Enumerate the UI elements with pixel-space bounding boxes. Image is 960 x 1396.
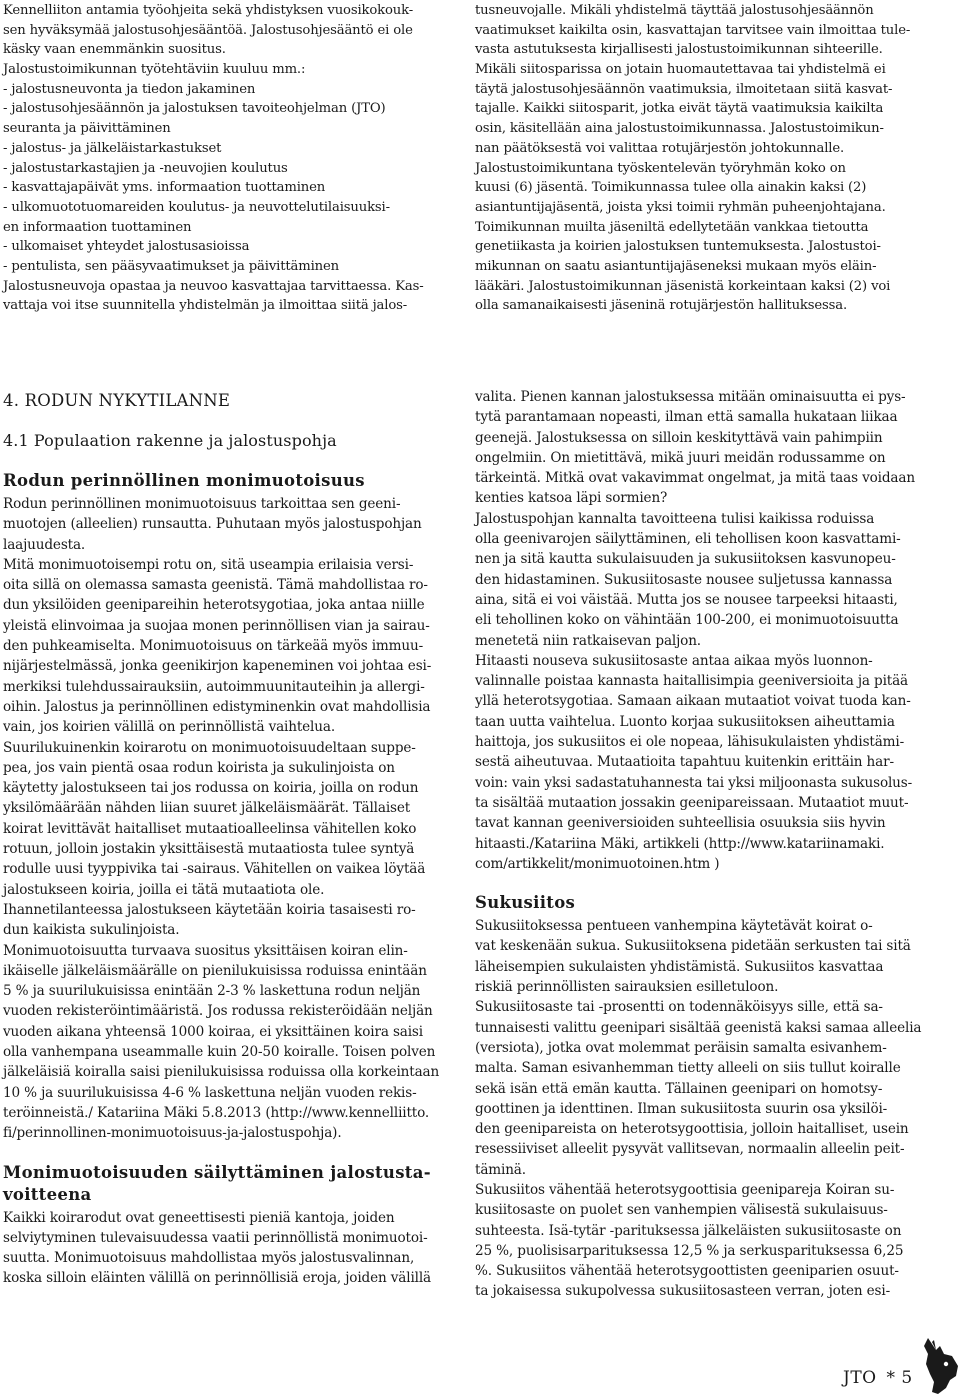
text-line: mikunnan on saatu asiantuntijajäseneksi mukaan myös eläin- [475,258,877,274]
text-line: nen ja sitä kautta sukulaisuuden ja sukusiitoksen kasvunopeu- [475,551,896,568]
text-line: - jalostustarkastajien ja -neuvojien koulutus [3,160,288,176]
footer-star: * [886,1368,896,1388]
text-line: %. Sukusiitos vähentää heterotsygoottisten geeniparien osuut- [475,1263,899,1280]
text-line: muotojen (alleelien) runsautta. Puhutaan myös jalostuspohjan [3,516,422,533]
text-line: tusneuvojalle. Mikäli yhdistelmä täyttää jalostusohjesäännön [475,3,874,18]
text-line: merkiksi tulehdussairauksiin, autoimmuunitauteihin ja allergi- [3,678,425,695]
text-line: rotuun, jolloin jostakin yksittäisestä mutaatiosta tulee syntyä [3,841,415,858]
text-line: eli tehollinen koko on vähintään 100-200, ei monimuotoisuutta [475,612,899,629]
inbreeding-body [475,916,920,1302]
text-line: Jalostuspohjan kannalta tavoitteena tulisi kaikissa roduissa [475,510,875,527]
text-line: jalostukseen koiria, joilla ei tätä mutaatiota ole. [3,881,325,898]
text-line: suhteesta. Isä-tytär -parituksessa jälkeläisten sukusiitosaste on [475,1222,902,1239]
text-line: käytetty jalostukseen tai jos rodussa on koiria, joilla on rodun [3,780,419,797]
text-line: Hitaasti nouseva sukusiitosaste antaa aikaa myös luonnon- [475,652,873,669]
text-line: den hidastaminen. Sukusiitosaste nousee suljetussa kannassa [475,571,893,588]
text-line: den puhkeamiselta. Monimuotoisuus on tärkeää myös immuu- [3,638,424,655]
top-right-column [475,1,920,316]
text-line: nijärjestelmässä, jonka geenikirjon kapeneminen voi johtaa esi- [3,658,432,675]
maintain-body [3,1208,453,1289]
text-line: koska silloin eläinten välillä on perinnöllisiä eroja, joiden välillä [3,1270,431,1287]
text-line: Ihannetilanteessa jalostukseen käytetään koiria tasaisesti ro- [3,901,416,918]
text-line: yksilömäärään nähden liian suuret jälkeläismäärät. Tällaiset [3,800,411,817]
text-line: rodulle uusi tyyppivika tai -sairaus. Vähitellen on vaikea löytää [3,861,426,878]
text-line: lääkäri. Jalostustoimikunnan jäsenistä korkeintaan kaksi (2) voi [475,278,891,294]
text-line: yllä heterotsygotiaa. Samaan aikaan mutaatiot voivat tuoda kan- [475,693,911,710]
text-line: asiantuntijajäsentä, joista yksi toimii ryhmän puheenjohtajana. [475,199,886,215]
text-line: Jalostusneuvoja opastaa ja neuvoo kasvattajaa tarvittaessa. Kas- [3,278,424,294]
text-line: tärkeintä. Mitkä ovat vakavimmat ongelmat, ja mitä taas voidaan [475,470,915,487]
text-line: olla vanhempana useammalle kuin 20-50 koiralle. Toisen polven [3,1044,436,1061]
text-line: den geenipareista on heterotsygoottisia, jolloin haitalliset, usein [475,1121,909,1138]
bottom-left-column [3,390,453,1289]
text-line: Toimikunnan muilta jäseniltä edellytetään vankkaa tietoutta [475,219,869,235]
text-line: menetetä niin ratkaisevan paljon. [475,632,701,649]
text-line: Kaikki koirarodut ovat geneettisesti pieniä kantoja, joiden [3,1209,395,1226]
text-line: sestä aiheutuvaa. Mutaatioita tapahtuu kuitenkin erittäin har- [475,754,894,771]
text-line: ikäiselle jälkeläismäärälle on pienilukuisissa roduissa enintään [3,962,427,979]
text-line: 25 %, puolisisarparituksessa 12,5 % ja serkusparituksessa 6,25 [475,1242,904,1259]
text-line: nan päätöksestä voi valittaa rotujärjestön johtokunnalle. [475,140,845,156]
text-line: Mikäli siitosparissa on jotain huomautettavaa tai yhdistelmä ei [475,62,886,78]
text-line: oita sillä on olemassa samasta geenistä. Tämä mahdollistaa ro- [3,577,428,594]
text-line: osin, käsitellään aina jalostustoimikunnassa. Jalostustoimikun- [475,121,884,137]
text-line: goottinen ja identtinen. Ilman sukusiitosta suurin osa yksilöi- [475,1100,888,1117]
heading-line: Rodun perinnöllinen monimuotoisuus [3,471,365,490]
text-line: seuranta ja päivittäminen [3,121,171,137]
breeding-base-body [475,387,920,874]
text-line: jälkeläisiä koiralla saisi pienilukuisissa roduissa olla korkeintaan [3,1064,440,1081]
text-line: - ulkomaiset yhteydet jalostusasioissa [3,239,250,255]
text-line: Sukusiitosaste tai -prosentti on todennäköisyys sille, että sa- [475,999,883,1016]
text-line: 5 % ja suurilukuisissa enintään 2-3 % laskettuna rodun neljän [3,983,421,1000]
text-line: oihin. Jalostus ja perinnöllinen edistyminenkin ovat mahdollisia [3,698,431,715]
text-line: malta. Saman esivanhemman tietty alleeli on siis tullut koiralle [475,1060,901,1077]
text-line: Sukusiitoksessa pentueen vanhempina käytetävät koirat o- [475,918,873,935]
text-line: vaatimukset kaikilta osin, kasvattajan tarvitsee vain ilmoittaa tule- [475,22,911,38]
heading-inbreeding [475,892,920,914]
text-line: en informaation tuottaminen [3,219,192,235]
text-line: selviytyminen tulevaisuudessa vaatii perinnöllistä monimuotoi- [3,1229,428,1246]
text-line: vuoden rekisteröintimääristä. Jos rodussa rekisteröidään neljän [3,1003,433,1020]
text-line: - pentulista, sen pääsyvaatimukset ja päivittäminen [3,258,339,274]
bottom-right-column [475,387,920,1302]
text-line: 10 % ja suurilukuisissa 4-6 % laskettuna neljän vuoden rekis- [3,1084,417,1101]
text-line: fi/perinnollinen-monimuotoisuus-ja-jalostuspohja). [3,1125,342,1142]
text-line: taan uutta vaihtelua. Luonto korjaa sukusiitoksen aiheuttamia [475,713,895,730]
text-line: Monimuotoisuutta turvaava suositus yksittäisen koiran elin- [3,942,408,959]
text-line: olla samanaikaisesti jäseninä rotujärjestön hallituksessa. [475,298,848,314]
text-line: vattaja voi itse suunnitella yhdistelmän ja ilmoittaa siitä jalos- [3,298,408,314]
heading-line: Sukusiitos [475,893,576,913]
text-line: Sukusiitos vähentää heterotsygoottisia geenipareja Koiran su- [475,1181,895,1198]
text-line: tunnaisesti valittu geenipari sisältää geenistä kaksi samaa alleelia [475,1019,922,1036]
text-line: Rodun perinnöllinen monimuotoisuus tarkoittaa sen geeni- [3,496,401,512]
text-line: - jalostusneuvonta ja tiedon jakaminen [3,81,256,97]
text-line: ta sisältää mutaation jossakin geenipareissaan. Mutaatiot muut- [475,794,909,811]
text-line: läheisempien sukulaisten yhdistämistä. Sukusiitos kasvattaa [475,958,884,975]
text-line: - kasvattajapäivät yms. informaation tuottaminen [3,180,326,196]
section-heading: 4. RODUN NYKYTILANNE [3,391,231,410]
text-line: - jalostusohjesäännön ja jalostuksen tavoiteohjelman (JTO) [3,101,386,117]
text-line: suutta. Monimuotoisuus mahdollistaa myös jalostusvalinnan, [3,1250,415,1267]
diversity-body [3,494,453,1144]
text-line: pea, jos vain pientä osaa rodun koirista ja sukulinjoista on [3,759,395,776]
text-line: com/artikkelit/monimuotoinen.htm ) [475,855,720,872]
text-line: ta jokaisessa sukupolvessa sukusiitosasteen verran, joten esi- [475,1283,891,1300]
text-line: sen hyväksymää jalostusohjesääntöä. Jalostusohjesääntö ei ole [3,22,413,38]
text-line: dun kaikista sukulinjoista. [3,922,180,939]
text-line: tavat kannan geeniversioiden suhteellisia osuuksia siis hyvin [475,815,886,832]
heading-line: voitteena [3,1184,92,1204]
text-line: teröinneistä./ Katariina Mäki 5.8.2013 (http://www.kennelliitto. [3,1104,430,1121]
text-line: kusiitosaste on puolet sen vanhempien välisestä sukulaisuus- [475,1202,888,1219]
text-line: Suurilukuinenkin koirarotu on monimuotoisuudeltaan suppe- [3,739,416,756]
heading-maintaining-diversity [3,1162,453,1206]
text-line: ongelmiin. On mietittävä, mikä juuri meidän rodussamme on [475,449,886,466]
text-line: kenties katsoa läpi sormien? [475,490,668,507]
text-line: olla geenivarojen säilyttäminen, eli tehollisen koon kasvattami- [475,531,901,548]
text-line: Jalostustoimikunnan työtehtäviin kuuluu mm.: [3,62,306,78]
dog-head-logo-icon [922,1336,960,1396]
footer-label: JTO [843,1368,877,1388]
text-line: vuoden aikana yhteensä 1000 koiraa, ei yksittäinen koira saisi [3,1023,423,1040]
text-line: vat keskenään sukua. Sukusiitoksena pidetään serkusten tai sitä [475,938,911,955]
text-line: aina, sitä ei voi väistää. Mutta jos se nousee tarpeeksi hitaasti, [475,591,898,608]
text-line: tytä parantamaan nopeasti, ilman että samalla hukataan liikaa [475,409,898,426]
text-line: riskiä perinnöllisten sairauksien esilletuloon. [475,979,779,996]
text-line: Kennelliiton antamia työohjeita sekä yhdistyksen vuosikokouk- [3,3,414,18]
text-line: täminä. [475,1161,526,1178]
text-line: sekä isän että emän kautta. Tällainen geenipari on homotsy- [475,1080,883,1097]
text-line: - jalostus- ja jälkeläistarkastukset [3,140,222,156]
top-left-column [3,1,448,316]
text-line: hitaasti./Katariina Mäki, artikkeli (http://www.katariinamaki. [475,835,885,852]
text-line: käsky vaan enemmänkin suositus. [3,42,226,58]
page-footer [843,1368,913,1388]
heading-genetic-diversity [3,470,453,492]
subsection-heading: 4.1 Populaation rakenne ja jalostuspohja [3,431,337,450]
text-line: täytä jalostusohjesäännön vaatimuksia, ilmoitetaan siitä kasvat- [475,81,893,97]
text-line: laajuudesta. [3,536,86,553]
heading-line: Monimuotoisuuden säilyttäminen jalostusta- [3,1162,431,1182]
text-line: voin: vain yksi sadastatuhannesta tai yksi miljoonasta sukusolus- [475,774,913,791]
text-line: vain, jos koirien välillä on perinnöllistä vaihtelua. [3,719,335,736]
text-line: Mitä monimuotoisempi rotu on, sitä useampia erilaisia versi- [3,556,414,573]
page-number: 5 [901,1368,913,1388]
text-line: genetiikasta ja koirien jalostuksen tuntemuksesta. Jalostustoi- [475,239,881,255]
text-line: tajalle. Kaikki siitosparit, jotka eivät täytä vaatimuksia kaikilta [475,101,884,117]
text-line: resessiiviset alleelit pysyvät vallitsevan, normaalin alleelin peit- [475,1141,905,1158]
text-line: geenejä. Jalostuksessa on silloin keskityttävä vain pahimpiin [475,429,883,446]
text-line: Jalostustoimikuntana työskentelevän työryhmän koko on [475,160,846,176]
text-line: koirat levittävät haitalliset mutaatioalleelinsa vähitellen koko [3,820,417,837]
text-line: yleistä elinvoimaa ja suojaa monen perinnöllisen vian ja sairau- [3,617,430,634]
text-line: vasta astutuksesta kirjallisesti jalostustoimikunnan sihteerille. [475,42,883,58]
text-line: valinnalle poistaa kannasta haitallisimpia geeniversioita ja pitää [475,673,909,690]
text-line: valita. Pienen kannan jalostuksessa mitään ominaisuutta ei pys- [475,389,906,405]
text-line: - ulkomuototuomareiden koulutus- ja neuvottelutilaisuuksi- [3,199,390,215]
text-line: kuusi (6) jäsentä. Toimikunnassa tulee olla ainakin kaksi (2) [475,180,867,196]
text-line: haittoja, jos sukusiitos ei ole nopeaa, lähisukulaisten yhdistämi- [475,734,905,751]
text-line: (versiota), jotka ovat molemmat peräisin samalta esivanhem- [475,1039,887,1056]
text-line: dun yksilöiden geenipareihin heterotsygotiaa, joka antaa niille [3,597,425,614]
